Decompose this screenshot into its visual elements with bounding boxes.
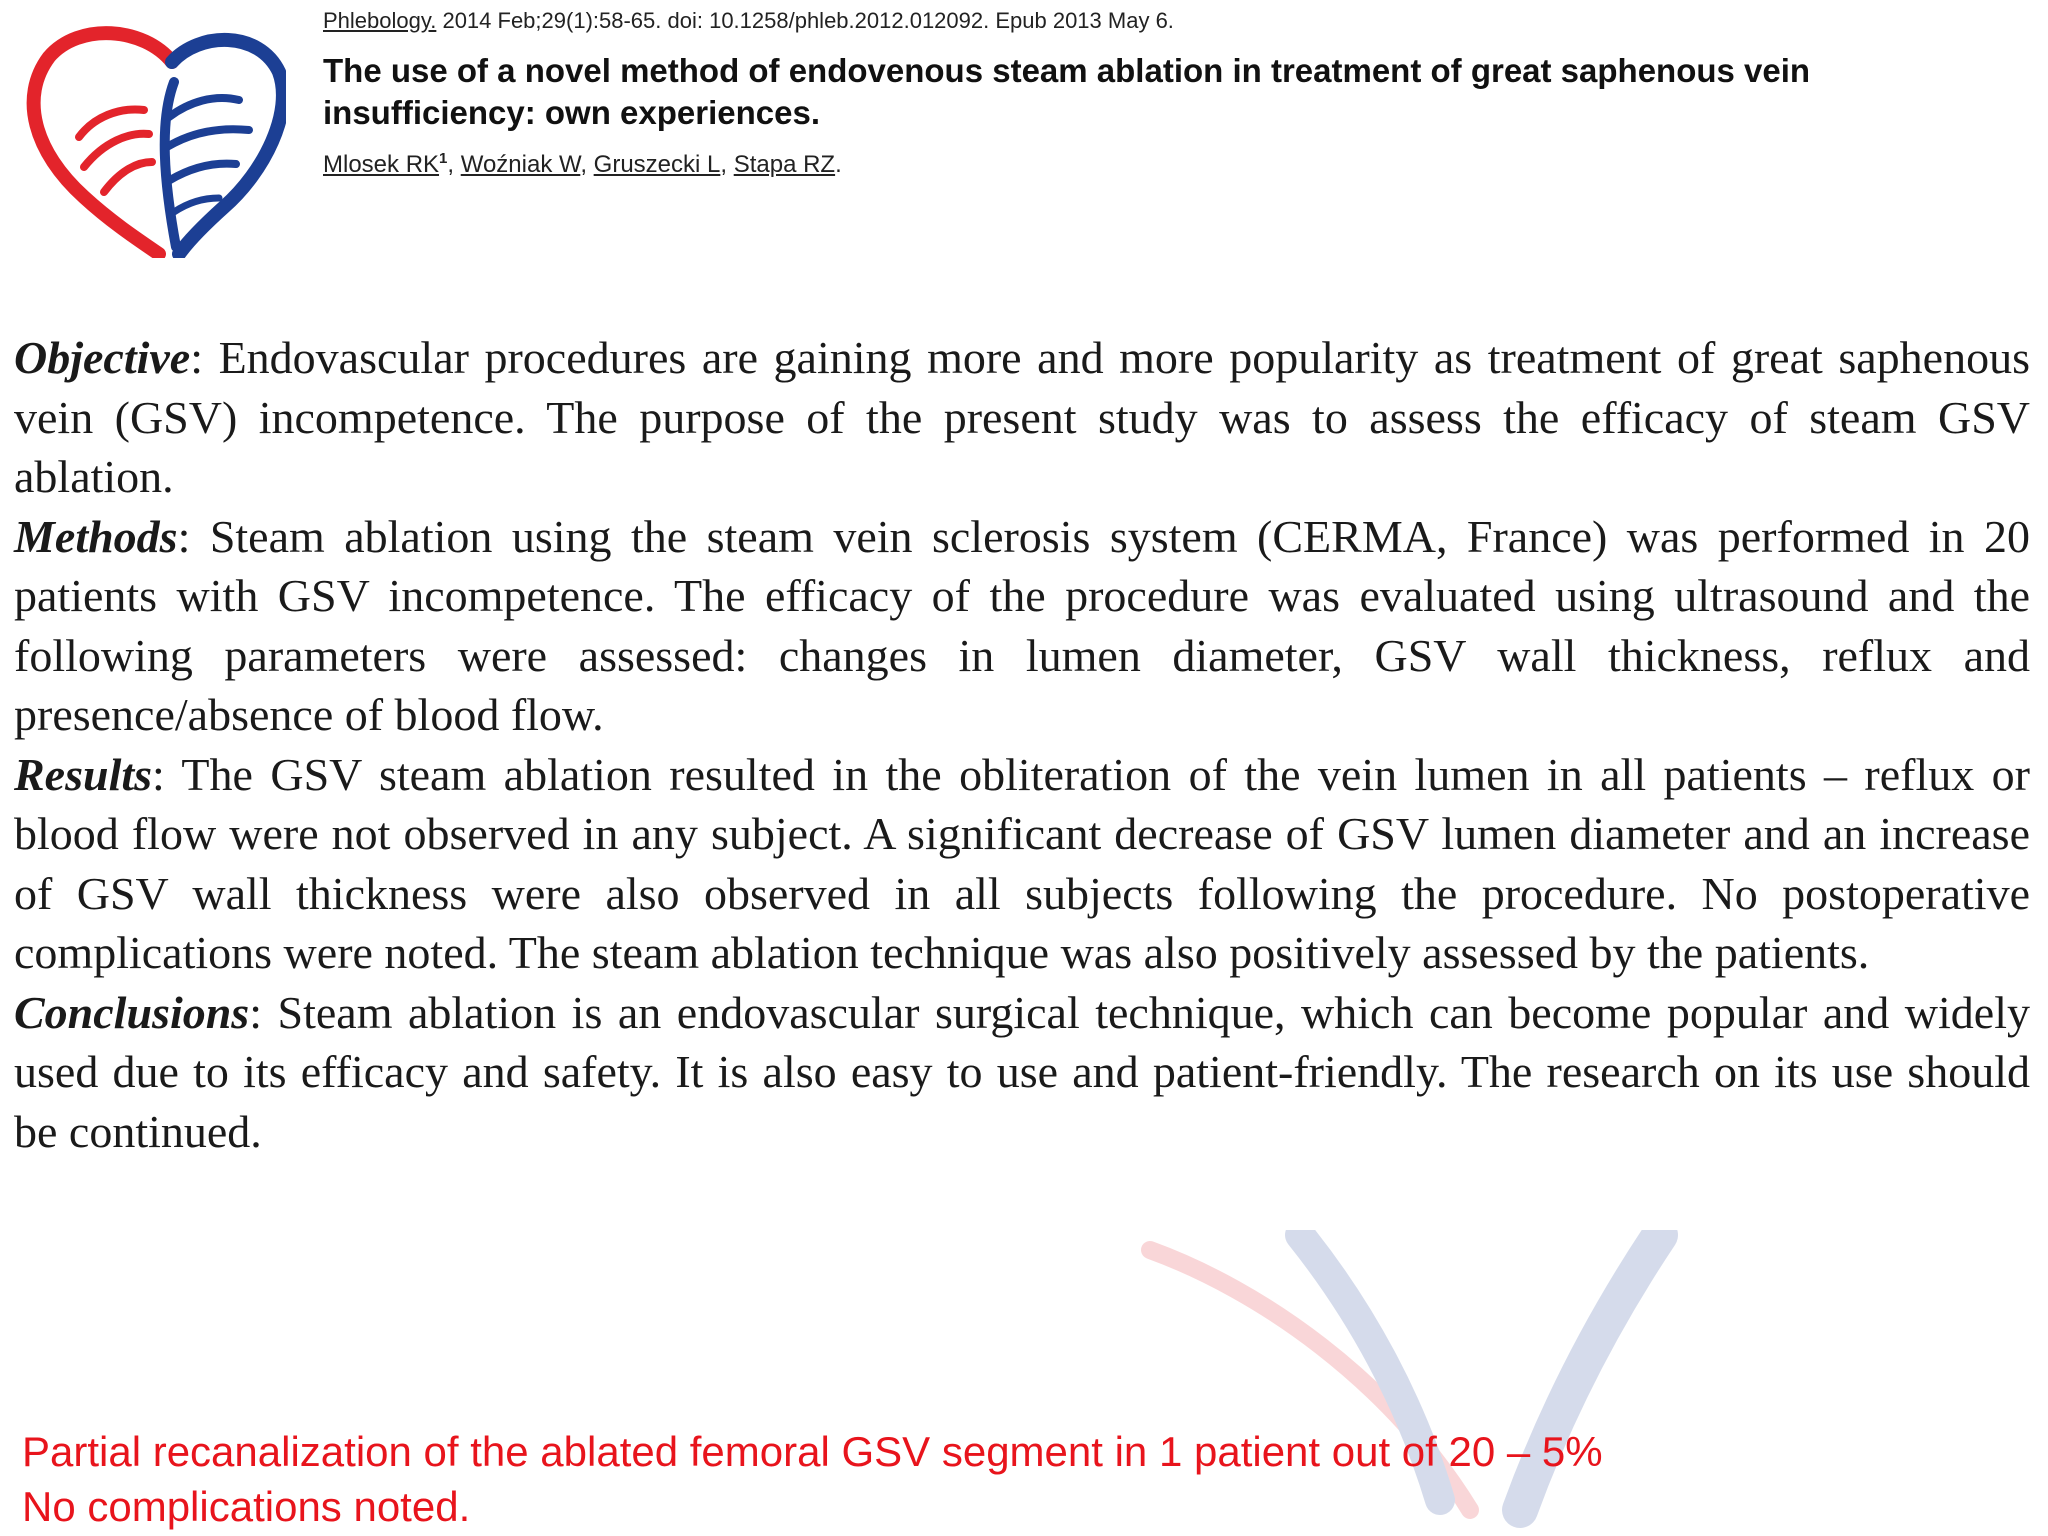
author-link[interactable]: Stapa RZ (733, 151, 836, 178)
journal-link[interactable]: Phlebology. (323, 8, 437, 33)
citation-details: 2014 Feb;29(1):58-65. doi: 10.1258/phleb.2012.012092. Epub 2013 May 6. (436, 8, 1174, 33)
section-label: Results (14, 748, 153, 800)
section-text: : The GSV steam ablation resulted in the obliteration of the vein lumen in all patients – reflux or blood flow were not observed in any subject. A significant decrease of GSV lumen diameter and an increase of GSV wall thickness were also observed in all subjects following the procedure. No postoperative complications were noted. The steam ablation technique was also positively assessed by the patients. (14, 748, 2030, 978)
abstract-methods (14, 507, 2030, 745)
author-separator: , (720, 151, 734, 178)
summary-note (22, 1424, 1603, 1534)
abstract-objective (14, 328, 2030, 507)
author-separator: , (447, 151, 461, 178)
section-text: : Steam ablation using the steam vein sclerosis system (CERMA, France) was performed in 20 patients with GSV incompetence. The efficacy of the procedure was evaluated using ultrasound and the following parameters were assessed: changes in lumen diameter, GSV wall thickness, reflux and presence/absence of blood flow. (14, 510, 2030, 740)
citation-line (323, 8, 1174, 34)
author-list-end: . (835, 151, 842, 178)
heart-vein-logo-icon (24, 22, 286, 258)
section-text: : Endovascular procedures are gaining more and more popularity as treatment of great saphenous vein (GSV) incompetence. The purpose of the present study was to assess the efficacy of steam GSV ablation. (14, 332, 2030, 502)
section-label: Methods (14, 510, 178, 562)
abstract-conclusions (14, 983, 2030, 1162)
abstract (14, 328, 2030, 1161)
section-text: : Steam ablation is an endovascular surgical technique, which can become popular and widely used due to its efficacy and safety. It is also easy to use and patient-friendly. The research on its use should be continued. (14, 986, 2030, 1157)
affiliation-marker: 1 (439, 150, 448, 167)
author-link[interactable]: Gruszecki L (593, 151, 721, 178)
author-link[interactable]: Mlosek RK (323, 151, 440, 178)
note-line: No complications noted. (22, 1483, 471, 1530)
abstract-results (14, 745, 2030, 983)
note-line: Partial recanalization of the ablated femoral GSV segment in 1 patient out of 20 – 5% (22, 1428, 1603, 1475)
article-title: The use of a novel method of endovenous steam ablation in treatment of great saphenous vein insufficiency: own experiences. (323, 52, 1811, 131)
author-list (323, 150, 842, 179)
section-label: Objective (14, 332, 191, 383)
author-separator: , (580, 151, 594, 178)
section-label: Conclusions (14, 986, 250, 1038)
author-link[interactable]: Woźniak W (460, 151, 581, 178)
